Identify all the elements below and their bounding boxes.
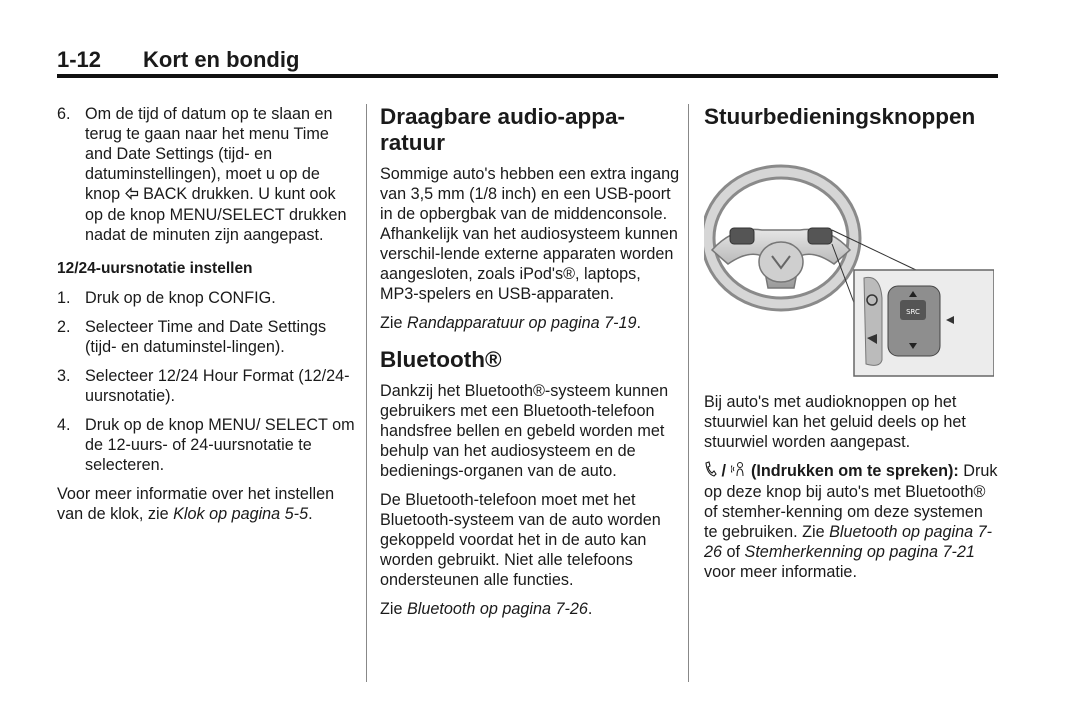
step-number: 1. [57,288,71,307]
phone-icon [704,461,717,482]
item-title: (Indrukken om te spreken): [751,462,959,480]
step-text: Selecteer Time and Date Settings (tijd- en datuminstel-lingen). [85,317,327,356]
step-number: 4. [57,415,71,434]
list-item [57,104,357,245]
cross-reference-link[interactable]: Bluetooth op pagina 7-26 [704,523,992,562]
section-heading-steering: Stuurbedieningsknoppen [704,104,976,129]
audio-paragraph: Sommige auto's hebben een extra ingang van 3,5 mm (1/8 inch) en een USB-poort in de opbergbak van de middenconsole. Afhankelijk van het audiosysteem kunnen verschil-lende externe apparaten worden aangesloten, zoals iPod's®, laptops, MP3-spelers en USB-apparaten. [380,165,680,303]
step-text: Om de tijd of datum op te slaan en terug te gaan naar het menu Time and Date Settings (tijd- en datuminstellingen), moet u op de knop [85,105,333,203]
icon-separator: / [717,462,731,480]
cross-reference-link[interactable]: Stemherkenning op pagina 7-21 [744,543,975,562]
list-item [57,317,357,357]
subheading: 12/24-uursnotatie instellen [57,259,253,277]
step-number: 6. [57,105,71,123]
ref-end: . [587,600,593,618]
column-right [704,104,1000,591]
cross-reference-link[interactable]: Bluetooth op pagina 7-26 [407,600,588,618]
steps-list-continued [57,104,357,245]
section-heading-bluetooth: Bluetooth® [380,347,502,372]
step-number: 2. [57,317,71,336]
page-number: 1-12 [57,47,102,72]
step-text: BACK drukken. U kunt ook op de knop MENU/SELECT drukken nadat de minuten zijn aangepast. [85,185,347,244]
item-text: Druk op deze knop bij auto's met Bluetooth® of stemher-kenning om deze systemen te gebruiken. Zie [704,462,998,542]
steering-wheel-figure [704,138,994,378]
right-control-pad [808,228,832,244]
bluetooth-reference [380,599,680,619]
closing-end: . [308,504,313,523]
left-control-pad [730,228,754,244]
step-number: 3. [57,366,71,385]
list-item [57,288,357,308]
column-left [57,104,357,524]
page-title: Kort en bondig [143,47,300,72]
steps-list [57,288,357,475]
section-heading-audio: Draagbare audio-appa-ratuur [380,104,626,155]
voice-button-description [704,461,1000,582]
voice-recognition-icon [731,461,747,482]
ref-end: . [636,314,642,332]
list-item [57,415,357,475]
cross-reference-link[interactable]: Klok op pagina 5-5 [173,504,309,523]
ref-prefix: Zie [380,600,407,618]
cross-reference-link[interactable]: Randapparatuur op pagina 7-19 [407,314,637,332]
closing-text: Voor meer informatie over het instellen van de klok, zie [57,484,335,523]
step-text: Selecteer 12/24 Hour Format (12/24-uursnotatie). [85,366,350,405]
source-button-label: SRC [906,308,920,316]
step-text: Druk op de knop MENU/ SELECT om de 12-uurs- of 24-uursnotatie te selecteren. [85,415,355,474]
steering-paragraph: Bij auto's met audioknoppen op het stuurwiel kan het geluid deels op het stuurwiel worden aangepast. [704,393,966,451]
audio-reference [380,313,680,333]
bluetooth-paragraph-2: De Bluetooth-telefoon moet met het Bluetooth-systeem van de auto worden gekoppeld voordat het in de auto kan worden gebruikt. Niet alle telefoons ondersteunen alle functies. [380,491,661,589]
step-text: Druk op de knop CONFIG. [85,288,276,307]
bluetooth-paragraph-1: Dankzij het Bluetooth®-systeem kunnen gebruikers met een Bluetooth-telefoon handsfree bellen en gebeld worden met behulp van het audiosysteem en de bedienings-organen van de auto. [380,382,669,480]
closing-paragraph [57,484,357,524]
page-header [57,46,998,78]
column-divider [688,104,689,682]
item-text: of [722,543,745,562]
ref-prefix: Zie [380,314,407,332]
column-middle [380,104,680,628]
back-arrow-icon [125,185,139,205]
item-text: voor meer informatie. [704,563,857,582]
list-item [57,366,357,406]
column-divider [366,104,367,682]
